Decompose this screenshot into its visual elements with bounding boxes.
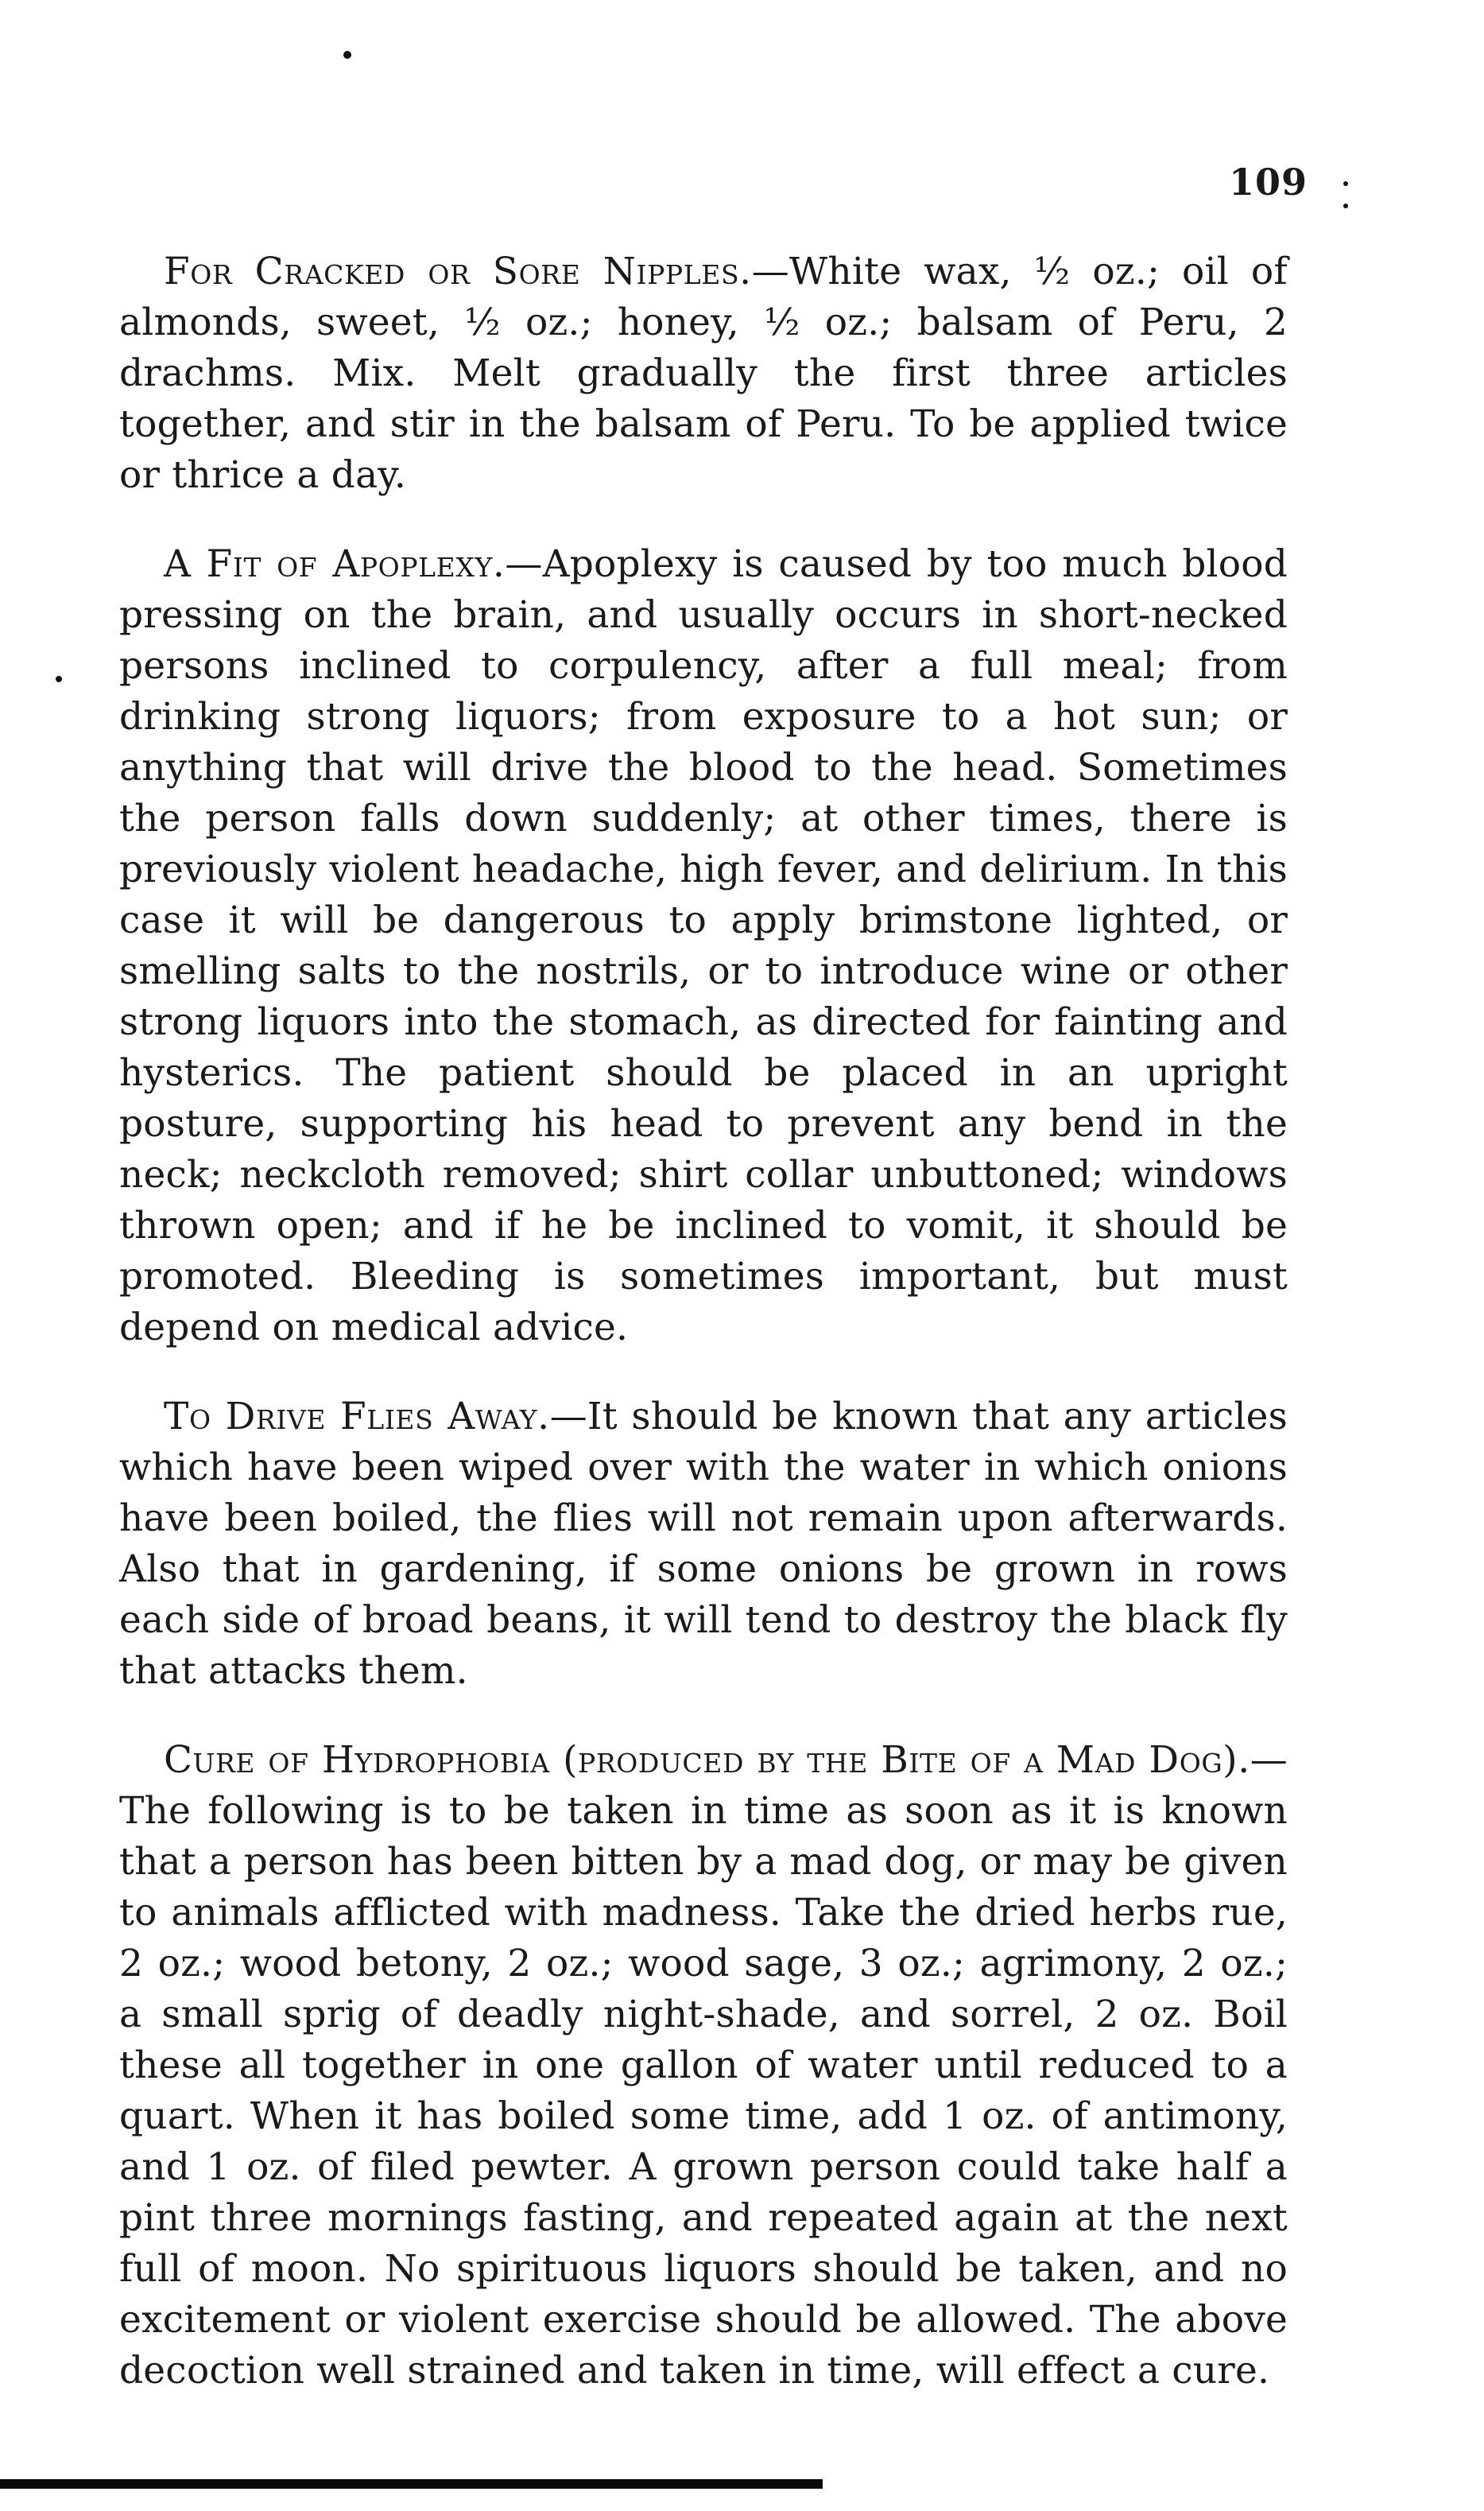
entry-heading: To Drive Flies Away. (164, 1395, 550, 1438)
entry-heading: For Cracked or Sore Nipples. (164, 250, 752, 293)
entry-heading: Cure of Hydrophobia (produced by the Bite of a Mad Dog). (164, 1738, 1250, 1782)
margin-speck (1343, 181, 1348, 186)
bottom-rule (0, 2479, 823, 2489)
margin-speck (1343, 204, 1348, 208)
entry-heading: A Fit of Apoplexy. (164, 542, 506, 586)
entry-drive-flies (119, 1391, 1288, 1697)
entry-cracked-nipples (119, 246, 1288, 501)
entry-hydrophobia (119, 1735, 1288, 2397)
entry-body: —Apoplexy is caused by too much blood pressing on the brain, and usually occurs in short-necked persons inclined to corpulency, after a full meal; from drinking strong liquors; from exposure to a hot sun; or anything that will drive the blood to the head. Sometimes the person falls down suddenly; at other times, there is previously violent headache, high fever, and delirium. In this case it will be dangerous to apply brimstone lighted, or smelling salts to the nostrils, or to introduce wine or other strong liquors into the stomach, as directed for fainting and hysterics. The patient should be placed in an upright posture, supporting his head to prevent any bend in the neck; neckcloth removed; shirt collar unbuttoned; windows thrown open; and if he be inclined to vomit, it should be promoted. Bleeding is sometimes important, but must depend on medical advice. (119, 542, 1288, 1349)
margin-speck (343, 51, 351, 59)
entry-body: —White wax, ½ oz.; oil of almonds, sweet, ½ oz.; honey, ½ oz.; balsam of Peru, 2 drachms. Mix. Melt gradually the first three articles together, and stir in the balsam of Peru. To be applied twice or thrice a day. (119, 250, 1288, 497)
page-body (119, 246, 1288, 2435)
margin-speck (56, 676, 62, 682)
entry-body: —It should be known that any articles which have been wiped over with the water in which onions have been boiled, the flies will not remain upon afterwards. Also that in gardening, if some onions be grown in rows each side of broad beans, it will tend to destroy the black fly that attacks them. (119, 1395, 1288, 1693)
entry-apoplexy (119, 539, 1288, 1353)
entry-body: —The following is to be taken in time as soon as it is known that a person has been bitten by a mad dog, or may be given to animals afflicted with madness. Take the dried herbs rue, 2 oz.; wood betony, 2 oz.; wood sage, 3 oz.; agrimony, 2 oz.; a small sprig of deadly night-shade, and sorrel, 2 oz. Boil these all together in one gallon of water until reduced to a quart. When it has boiled some time, add 1 oz. of antimony, and 1 oz. of filed pewter. A grown person could take half a pint three mornings fasting, and repeated again at the next full of moon. No spirituous liquors should be taken, and no excitement or violent exercise should be allowed. The above decoction well strained and taken in time, will effect a cure. (119, 1738, 1288, 2393)
page-number: 109 (1228, 161, 1308, 204)
